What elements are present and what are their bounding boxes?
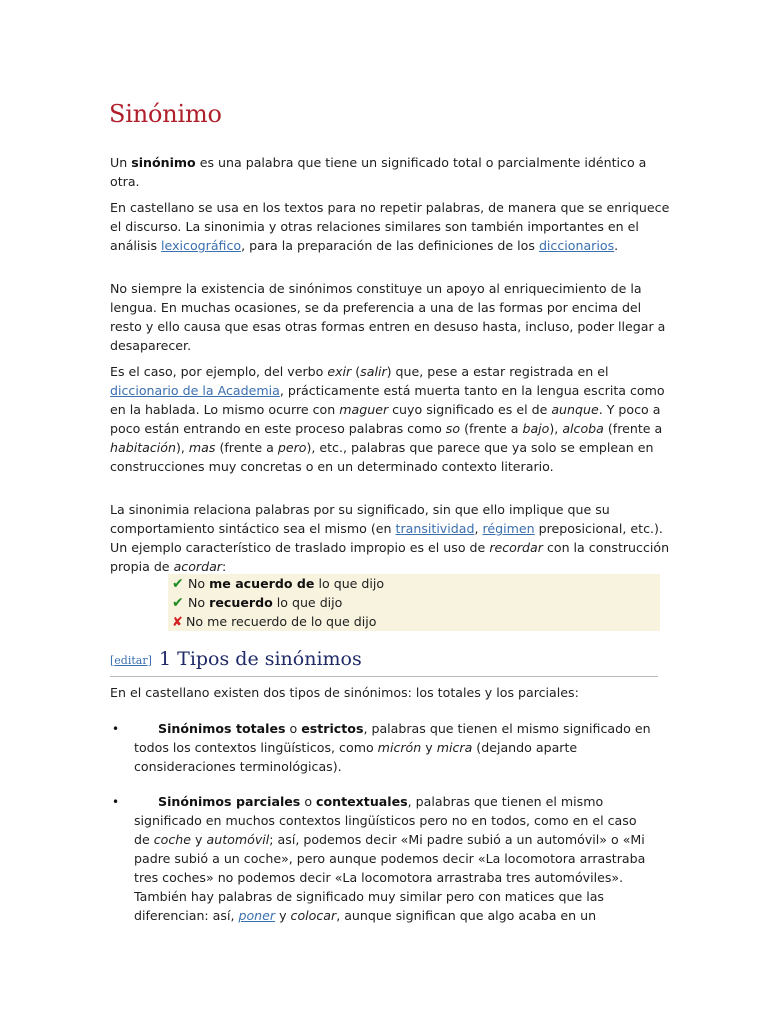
italic-term: habitación: [110, 440, 176, 455]
italic-term: pero: [277, 440, 307, 455]
link-poner[interactable]: [238, 908, 275, 923]
text: (: [351, 364, 361, 379]
text: o: [285, 721, 302, 736]
bullet-marker: •: [112, 722, 120, 736]
cross-icon: ✘: [172, 615, 183, 630]
section-title: [159, 648, 362, 670]
text: La sinonimia relaciona palabras por su significado, sin que ello implique que su comportamiento sintáctico sea el mismo (en: [110, 502, 610, 536]
text: preposicional, etc.). Un ejemplo característico de traslado impropio es el uso de: [110, 521, 663, 555]
text: No siempre la existencia de sinónimos constituye un apoyo al enriquecimiento de la lengua. En muchas ocasiones, se da preferencia a una de las formas por encima del resto y ello causa que esas otras formas entren en desuso hasta, incluso, poder llegar a desaparecer.: [110, 281, 666, 353]
text: En castellano se usa en los textos para no repetir palabras, de manera que se enriquece el discurso. La sinonimia y otras relaciones similares son también importantes en el análisis: [110, 200, 670, 253]
italic-term: recordar: [489, 540, 543, 555]
text: . Y poco a poco están entrando en este proceso palabras como: [110, 402, 661, 436]
check-icon: ✔: [172, 576, 184, 592]
text: No: [188, 595, 210, 610]
text: Un: [110, 155, 132, 170]
section-title-text: Tipos de sinónimos: [177, 648, 362, 670]
page-title: Sinónimo: [109, 100, 222, 128]
list-item-parciales: [134, 792, 654, 925]
check-icon: ✔: [172, 595, 184, 611]
example-correct-2: [172, 593, 342, 613]
bullet-marker: •: [112, 795, 120, 809]
intro-paragraph: [110, 153, 670, 191]
text: o: [300, 794, 317, 809]
link-transitividad[interactable]: transitividad: [395, 521, 475, 536]
text: .: [614, 238, 619, 253]
section-heading-tipos: [110, 648, 658, 677]
bold-term: recuerdo: [209, 595, 273, 610]
text: , prácticamente está muerta tanto en la lengua escrita como en la hablada. Lo mismo ocurre con: [110, 383, 665, 417]
paragraph-examples: [110, 362, 670, 476]
text: , para la preparación de las definiciones de los: [241, 238, 539, 253]
bold-term: estrictos: [301, 721, 364, 736]
text: , aunque significan que algo acaba en un: [336, 908, 597, 923]
italic-term: alcoba: [562, 421, 604, 436]
edit-section-link[interactable]: [editar]: [110, 654, 152, 667]
text: ,: [474, 521, 483, 536]
text: y: [191, 832, 207, 847]
text: (frente a: [603, 421, 663, 436]
italic-term: so: [445, 421, 461, 436]
italic-term: bajo: [522, 421, 550, 436]
example-incorrect: [172, 612, 377, 632]
text: lo que dijo: [314, 576, 385, 591]
bold-term: Sinónimos parciales: [158, 794, 301, 809]
link-diccionario-academia[interactable]: diccionario de la Academia: [110, 383, 280, 398]
text: Es el caso, por ejemplo, del verbo: [110, 364, 328, 379]
text: cuyo significado es el de: [388, 402, 552, 417]
text: , palabras que tienen el mismo significado en muchos contextos lingüísticos pero no en todos, como en el caso de: [134, 794, 637, 847]
italic-term: mas: [188, 440, 216, 455]
bold-term: me acuerdo de: [209, 576, 315, 591]
text: (frente a: [215, 440, 278, 455]
italic-term: acordar: [173, 559, 222, 574]
text: lo que dijo: [272, 595, 343, 610]
paragraph-types-intro: En el castellano existen dos tipos de sinónimos: los totales y los parciales:: [110, 685, 579, 700]
text: , palabras que tienen el mismo significado en todos los contextos lingüísticos, como: [134, 721, 651, 755]
example-correct-1: [172, 574, 384, 594]
bold-term: sinónimo: [131, 155, 196, 170]
italic-link-text[interactable]: poner: [238, 908, 276, 923]
paragraph-enrichment: [110, 279, 670, 355]
italic-term: colocar: [290, 908, 337, 923]
text: ),: [175, 440, 189, 455]
text: ),: [549, 421, 563, 436]
text: No: [188, 576, 210, 591]
italic-term: coche: [153, 832, 192, 847]
italic-term: maguer: [339, 402, 389, 417]
italic-term: aunque: [551, 402, 599, 417]
italic-term: micra: [436, 740, 473, 755]
italic-term: salir: [360, 364, 387, 379]
bold-term: Sinónimos totales: [158, 721, 286, 736]
text: (dejando aparte consideraciones terminológicas).: [134, 740, 578, 774]
link-lexicografico[interactable]: lexicográfico: [161, 238, 242, 253]
text: (frente a: [460, 421, 523, 436]
text: es una palabra que tiene un significado total o parcialmente idéntico a otra.: [110, 155, 647, 189]
text: :: [221, 559, 227, 574]
text: No me recuerdo de lo que dijo: [186, 614, 377, 629]
text: y: [421, 740, 437, 755]
text: ), etc., palabras que parece que ya solo se emplean en construcciones muy concretas o en un determinado contexto literario.: [110, 440, 654, 474]
paragraph-usage: [110, 198, 670, 255]
section-number: 1: [159, 648, 172, 670]
bold-term: contextuales: [316, 794, 408, 809]
italic-term: automóvil: [206, 832, 270, 847]
link-diccionarios[interactable]: diccionarios: [538, 238, 615, 253]
italic-term: micrón: [377, 740, 422, 755]
text: y: [275, 908, 291, 923]
text: ) que, pese a estar registrada en el: [386, 364, 609, 379]
text: ; así, podemos decir «Mi padre subió a un automóvil» o «Mi padre subió a un coche», pero aunque podemos decir «La locomotora arrastraba tres coches» no podemos decir «La locomotora arrastraba tres automóviles». También hay palabras de significado muy similar pero con matices que las diferencian: así,: [134, 832, 646, 923]
text: con la construcción propia de: [110, 540, 670, 574]
edit-label[interactable]: editar: [114, 654, 148, 667]
list-item-totales: [134, 719, 654, 776]
italic-term: exir: [327, 364, 352, 379]
usage-examples-box: [168, 574, 660, 631]
link-regimen[interactable]: régimen: [482, 521, 535, 536]
paragraph-syntax: [110, 500, 670, 576]
